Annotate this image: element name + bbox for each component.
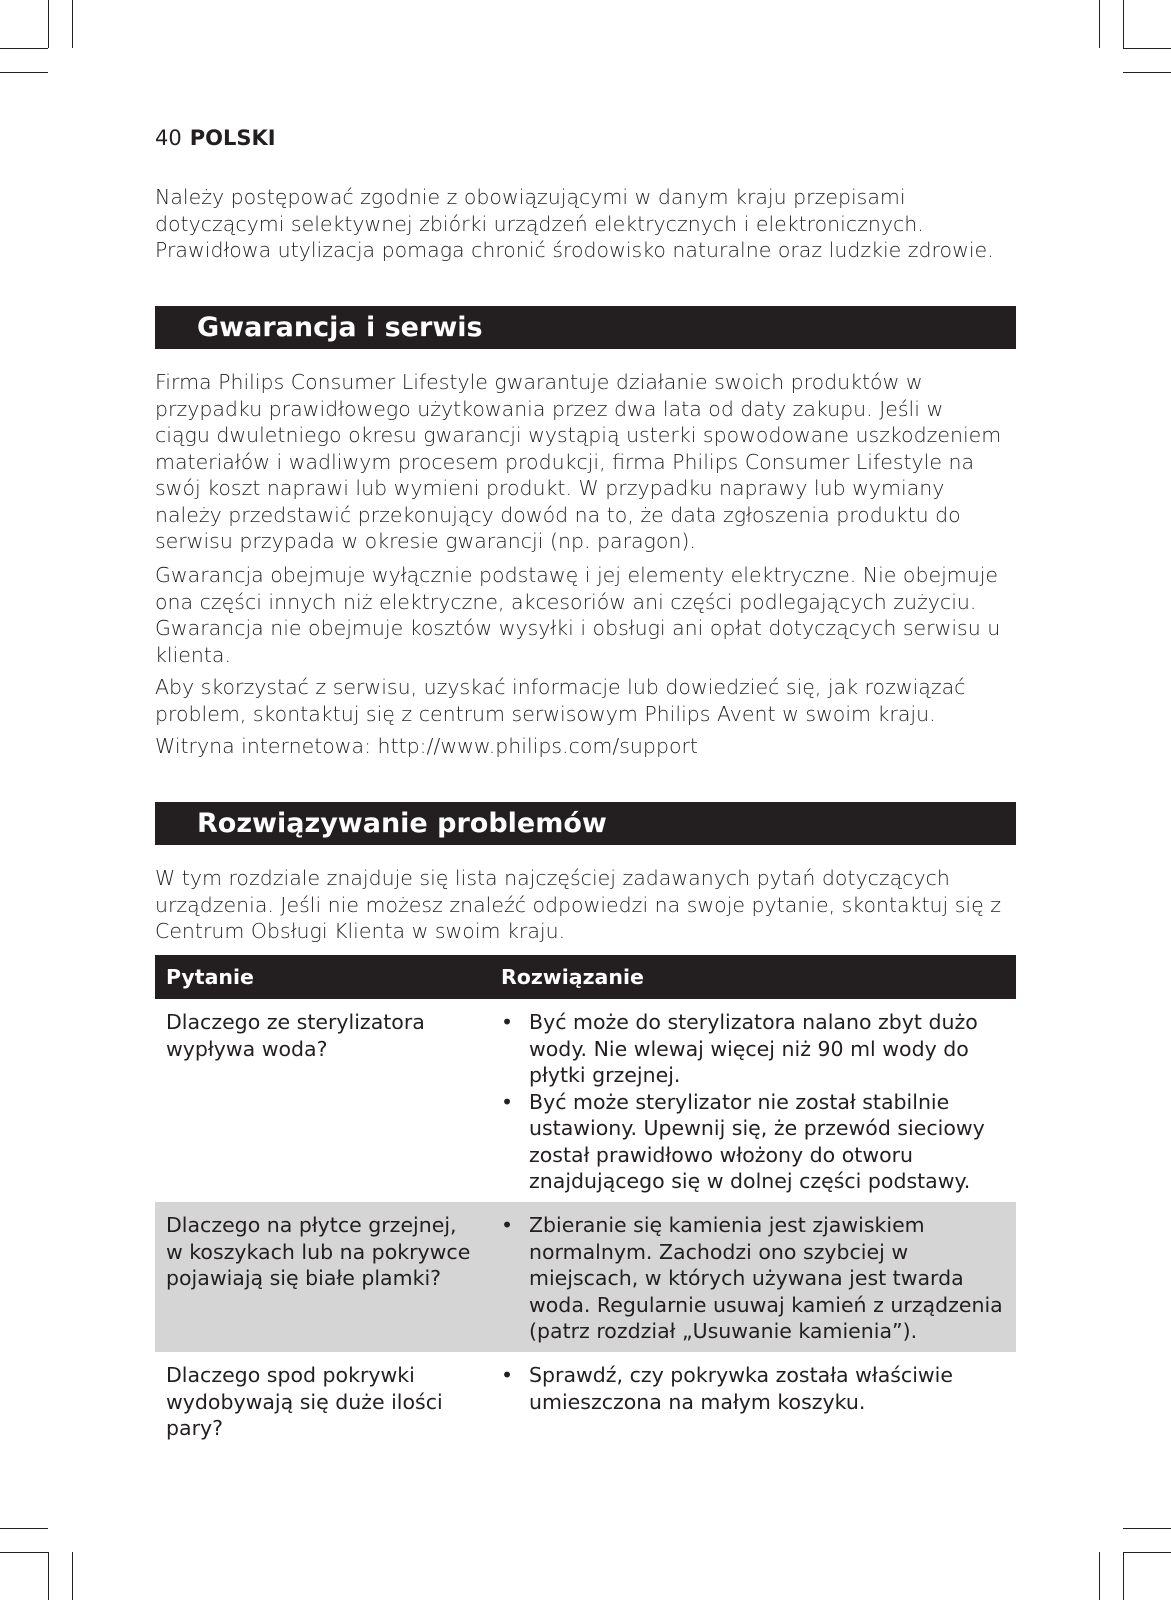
crop-mark	[1123, 72, 1171, 73]
crop-mark	[1123, 1528, 1171, 1529]
question-cell: Dlaczego na płytce grzejnej, w koszykach lub na pokrywce pojawiają się białe plamki?	[166, 1213, 471, 1290]
solution-list	[501, 1009, 1016, 1195]
crop-mark	[0, 48, 48, 49]
warranty-paragraph-2: Gwarancja obejmuje wyłącznie podstawę i jej elementy elektryczne. Nie obejmuje ona części innych niż elektryczne, akcesoriów ani części podlegających zużyciu. Gwarancja nie obejmuje kosztów wysyłki i obsługi ani opłat dotyczących serwisu u klienta.	[155, 563, 1001, 667]
crop-mark	[0, 72, 48, 73]
crop-mark	[48, 0, 49, 48]
crop-mark	[1123, 1552, 1124, 1600]
solution-text: Być może do sterylizatora nalano zbyt dużo wody. Nie wlewaj więcej niż 90 ml wody do płytki grzejnej.	[529, 1010, 978, 1087]
crop-mark	[1099, 0, 1100, 48]
warranty-paragraph-1: Firma Philips Consumer Lifestyle gwarantuje działanie swoich produktów w przypadku prawidłowego użytkowania przez dwa lata od daty zakupu. Jeśli w ciągu dwuletniego okresu gwarancji wystąpią usterki spowodowane uszkodzeniem materiałów i wadliwym procesem produkcji, firma Philips Consumer Lifestyle na swój koszt naprawi lub wymieni produkt. W przypadku naprawy lub wymiany należy przedstawić przekonujący dowód na to, że data zgłoszenia produktu do serwisu przypada w okresie gwarancji (np. paragon).	[155, 370, 1002, 553]
crop-mark	[1123, 48, 1171, 49]
section-title-troubleshooting: Rozwiązywanie problemów	[155, 802, 1016, 845]
solution-text: Sprawdź, czy pokrywka została właściwie umieszczona na małym koszyku.	[529, 1363, 953, 1414]
solution-text: Zbieranie się kamienia jest zjawiskiem normalnym. Zachodzi ono szybciej w miejscach, w których używana jest twarda woda. Regularnie usuwaj kamień z urządzenia (patrz rozdział „Usuwanie kamienia”).	[529, 1213, 1003, 1343]
table-row	[155, 999, 1016, 1202]
column-header-question: Pytanie	[166, 965, 254, 989]
disposal-paragraph: Należy postępować zgodnie z obowiązującymi w danym kraju przepisami dotyczącymi selektywnej zbiórki urządzeń elektrycznych i elektronicznych. Prawidłowa utylizacja pomaga chronić środowisko naturalne oraz ludzkie zdrowie.	[155, 185, 994, 262]
bullet: •	[501, 1010, 514, 1034]
crop-mark	[1123, 1552, 1171, 1553]
bullet: •	[501, 1363, 514, 1387]
solution-list	[501, 1212, 1016, 1345]
warranty-paragraph-3: Aby skorzystać z serwisu, uzyskać informacje lub dowiedzieć się, jak rozwiązać problem, skontaktuj się z centrum serwisowym Philips Avent w swoim kraju.	[155, 675, 966, 726]
solution-item	[501, 1362, 1016, 1415]
section-title-warranty: Gwarancja i serwis	[155, 306, 1016, 349]
solution-item	[501, 1089, 1016, 1195]
language-label: POLSKI	[189, 126, 276, 150]
crop-mark	[1099, 1552, 1100, 1600]
crop-mark	[0, 1528, 48, 1529]
faq-table	[155, 955, 1016, 1452]
warranty-website: Witryna internetowa: http://www.philips.com/support	[155, 734, 698, 758]
faq-table-header	[155, 955, 1016, 999]
crop-mark	[1123, 0, 1124, 48]
bullet: •	[501, 1213, 514, 1237]
question-cell: Dlaczego spod pokrywki wydobywają się duże ilości pary?	[166, 1363, 443, 1440]
crop-mark	[72, 1552, 73, 1600]
troubleshooting-intro: W tym rozdziale znajduje się lista najczęściej zadawanych pytań dotyczących urządzenia. Jeśli nie możesz znaleźć odpowiedzi na swoje pytanie, skontaktuj się z Centrum Obsługi Klienta w swoim kraju.	[155, 866, 1001, 943]
crop-mark	[0, 1552, 48, 1553]
solution-text: Być może sterylizator nie został stabilnie ustawiony. Upewnij się, że przewód sieciowy został prawidłowo włożony do otworu znajdującego się w dolnej części podstawy.	[529, 1089, 985, 1193]
bullet: •	[501, 1089, 514, 1114]
table-row	[155, 1352, 1016, 1452]
crop-mark	[72, 0, 73, 48]
table-row	[155, 1202, 1016, 1352]
solution-item	[501, 1009, 1016, 1089]
page-number: 40	[155, 126, 182, 150]
column-header-solution: Rozwiązanie	[501, 965, 644, 989]
page-header	[155, 124, 276, 152]
solution-list	[501, 1362, 1016, 1415]
question-cell: Dlaczego ze sterylizatora wypływa woda?	[166, 1010, 425, 1061]
crop-mark	[48, 1552, 49, 1600]
solution-item	[501, 1212, 1016, 1345]
